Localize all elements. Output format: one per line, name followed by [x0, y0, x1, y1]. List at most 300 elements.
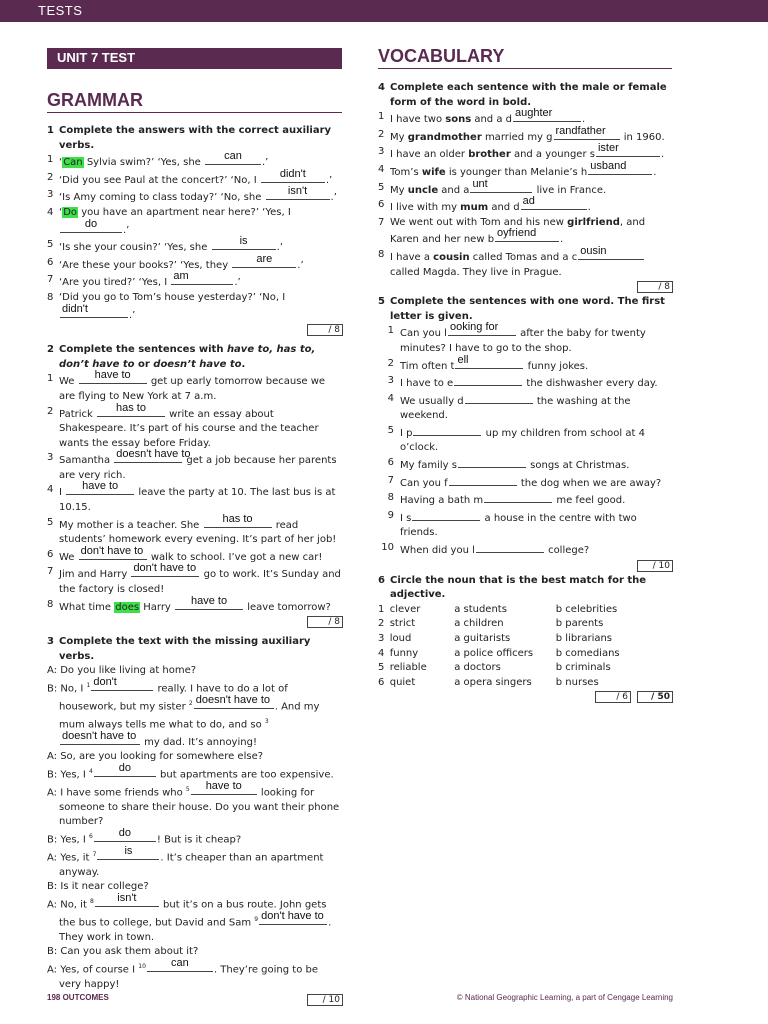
score-box-q5 [378, 560, 673, 572]
item-text: .’ [234, 277, 241, 289]
item-text: What time [59, 601, 115, 613]
item-text: ‘Are you tired?’ ‘Yes, I [59, 277, 171, 289]
answer-blank[interactable] [513, 107, 581, 122]
header-label: TESTS [38, 3, 83, 18]
answer-text: isn't [117, 892, 137, 905]
list-item [378, 392, 673, 424]
answer-text: didn't [62, 302, 88, 315]
dialogue-line: B: Is it near college? [47, 881, 149, 893]
item-number: 8 [378, 248, 385, 260]
item-text: My [390, 184, 408, 196]
item-text: I live with my [390, 202, 461, 214]
answer-text: don't have to [80, 544, 144, 557]
item-number: 1 [378, 111, 385, 123]
answer-text: doesn't have to [62, 729, 137, 742]
grammar-column [47, 124, 343, 1006]
item-text: My [390, 131, 408, 143]
answer-blank[interactable] [94, 762, 156, 777]
dialogue-line [47, 676, 343, 750]
answer-blank[interactable] [476, 541, 544, 553]
answer-text: don't have to [261, 910, 324, 923]
item-number: 1 [387, 325, 394, 337]
item-text: I have to e [400, 378, 454, 390]
list-item [378, 676, 673, 691]
option-b[interactable]: b criminals [555, 662, 611, 674]
item-number: 6 [378, 676, 385, 688]
answer-text: have to [82, 480, 119, 493]
list-item [378, 632, 673, 647]
line-text: B: Yes, I [47, 769, 90, 781]
question-number: 4 [378, 82, 385, 93]
adjective: clever [389, 603, 421, 615]
item-text: Sylvia swim?’ ‘Yes, she [83, 157, 204, 169]
item-text: Having a bath m [400, 495, 484, 507]
list-item [378, 456, 673, 474]
gap-number: 10 [138, 963, 146, 971]
unit-label: UNIT 7 TEST [57, 50, 136, 65]
list-item [378, 541, 673, 559]
dialogue-line [47, 892, 343, 945]
question-instruction: Complete the text with the missing auxiliary verbs. [59, 636, 311, 662]
item-text: I s [400, 512, 412, 524]
item-number: 2 [378, 128, 385, 140]
item-text: I p [400, 427, 413, 439]
answer-text: ooking for [449, 321, 499, 334]
item-number: 6 [387, 457, 394, 469]
line-text: . It’s cheaper than an apartment anyway. [59, 852, 324, 878]
answer-text: don't have to [133, 562, 197, 575]
bold-word: cousin [433, 251, 470, 263]
item-text: My family s [400, 460, 457, 472]
answer-blank[interactable] [60, 302, 128, 318]
score-box-q2 [47, 616, 343, 628]
score-value: / 10 [637, 560, 673, 572]
list-item [378, 617, 673, 632]
item-text: .’ [276, 242, 283, 254]
item-text: I [59, 487, 66, 499]
line-text: A: Yes, it [47, 852, 93, 864]
answer-blank[interactable] [458, 456, 526, 468]
highlighted-word: Can [63, 157, 83, 169]
answer-blank[interactable] [97, 845, 159, 860]
option-a[interactable]: a police officers [454, 647, 534, 659]
item-number: 8 [387, 492, 394, 504]
item-text: and a d [471, 114, 512, 126]
item-number: 5 [378, 662, 385, 674]
answer-blank[interactable] [578, 244, 644, 260]
bold-word: brother [468, 149, 511, 161]
answer-blank[interactable] [554, 124, 620, 140]
item-text: . [581, 114, 586, 126]
item-text: called Magda. They live in Prague. [390, 266, 562, 278]
list-item [47, 206, 343, 238]
score-value: / 8 [307, 324, 343, 336]
footer-copyright: © National Geographic Learning, a part of Cengage Learning [456, 993, 673, 1002]
answer-blank[interactable] [60, 729, 140, 745]
gap-number: 5 [185, 785, 190, 793]
score-value: / 6 [595, 691, 631, 703]
answer-blank[interactable] [175, 594, 243, 610]
item-number: 3 [387, 375, 394, 387]
question-number: 5 [378, 296, 385, 308]
answer-blank[interactable] [204, 512, 272, 528]
item-number: 3 [47, 452, 54, 464]
question-3 [47, 635, 343, 1005]
question-number: 1 [47, 125, 54, 136]
answer-blank[interactable] [448, 321, 516, 336]
item-number: 10 [381, 542, 394, 554]
item-text: I have two [390, 114, 446, 126]
option-a[interactable]: a children [454, 618, 504, 630]
item-number: 2 [387, 357, 394, 369]
item-text: ‘ [59, 157, 63, 169]
item-text: .’ [262, 157, 269, 169]
item-text: and d [488, 202, 520, 214]
item-text: and a younger s [510, 149, 595, 161]
answer-text: don't [93, 676, 117, 689]
item-number: 5 [47, 516, 54, 528]
dialogue-line [47, 827, 343, 848]
answer-text: am [173, 270, 189, 283]
item-number: 9 [387, 509, 394, 521]
bold-word: girlfriend [567, 216, 620, 228]
answer-text: is [124, 845, 133, 858]
question-number: 6 [378, 574, 385, 586]
item-number: 2 [47, 171, 54, 183]
question-instruction: . [241, 358, 246, 370]
footer-page-label: 198 OUTCOMES [47, 993, 109, 1002]
item-text: I have a [390, 251, 434, 263]
item-number: 1 [47, 373, 54, 385]
gap-number: 2 [188, 699, 193, 707]
dialogue-line: A: So, are you looking for somewhere else? [47, 751, 264, 763]
item-text: .’ [123, 224, 130, 236]
question-number: 3 [47, 636, 54, 648]
item-text: leave the party at 10. The last bus is at 10.15. [59, 487, 336, 514]
answer-blank[interactable] [194, 694, 274, 709]
answer-blank[interactable] [412, 509, 480, 521]
answer-blank[interactable] [261, 167, 325, 183]
option-b[interactable]: b librarians [555, 633, 613, 644]
answer-blank[interactable] [465, 392, 533, 404]
item-text: Can you f [400, 477, 448, 489]
list-item [378, 244, 673, 280]
item-text: read students’ homework every evening. It’s part of her job! [59, 519, 337, 546]
answer-text: have to [205, 780, 242, 793]
question-instruction: Circle the noun that is the best match for the adjective. [390, 574, 647, 601]
bold-word: mum [460, 202, 489, 214]
question-instruction: Complete the answers with the correct auxiliary verbs. [59, 125, 332, 151]
dialogue-line: B: Can you ask them about it? [47, 946, 199, 958]
vocabulary-rule [378, 68, 672, 69]
list-item [378, 353, 673, 375]
vocabulary-column [378, 81, 673, 703]
item-number: 7 [47, 274, 54, 286]
item-text: My mother is a teacher. She [59, 519, 203, 531]
item-text: ‘Did you go to Tom’s house yesterday?’ ‘No, I [59, 291, 286, 303]
item-number: 5 [387, 424, 394, 436]
list-item [47, 291, 343, 323]
answer-blank[interactable] [205, 150, 261, 165]
answer-text: ad [522, 195, 535, 208]
answer-text: is [239, 235, 248, 248]
item-text: . [653, 166, 657, 178]
item-text: funny jokes. [524, 360, 589, 372]
item-text: me feel good. [553, 495, 626, 507]
dialogue-line: A: Do you like living at home? [47, 665, 197, 677]
list-item [378, 424, 673, 456]
option-a[interactable]: a students [454, 603, 507, 615]
answer-blank[interactable] [131, 562, 199, 577]
answer-blank[interactable] [259, 910, 327, 925]
gap-number: 1 [86, 682, 91, 689]
answer-text: have to [94, 369, 131, 382]
question-instruction-italic: have to, has to, don’t have to [59, 344, 316, 370]
list-item [47, 185, 343, 206]
answer-text: didn't [279, 167, 306, 180]
item-text: get up early tomorrow because we are flying to New York at 7 a.m. [59, 376, 326, 402]
line-text: B: Yes, I [47, 834, 90, 846]
gap-number: 6 [89, 832, 93, 840]
item-number: 3 [47, 189, 54, 201]
item-text: We [59, 376, 78, 388]
option-b[interactable]: b comedians [555, 647, 620, 659]
top-header-bar [0, 0, 768, 22]
item-number: 7 [387, 474, 394, 486]
question-instruction-italic: doesn’t have to [153, 358, 242, 370]
list-item [47, 594, 343, 616]
line-text: . They’re going to be very happy! [59, 964, 319, 990]
answer-text: oyfriend [497, 227, 537, 240]
question-4 [378, 81, 673, 293]
answer-blank[interactable] [171, 270, 233, 285]
option-b[interactable]: b parents [555, 618, 604, 630]
grammar-title: GRAMMAR [47, 90, 143, 110]
item-number: 1 [47, 154, 54, 166]
score-box-q1 [47, 324, 343, 336]
list-item [378, 661, 673, 676]
dialogue-line [47, 780, 343, 830]
item-number: 5 [47, 239, 54, 251]
item-number: 6 [47, 548, 54, 560]
gap-number: 9 [254, 915, 259, 923]
item-text: Tim often t [400, 360, 455, 372]
line-text: really. I have to do a lot of housework, but my sister [59, 683, 288, 713]
answer-text: do [84, 217, 98, 230]
line-text: B: No, I [47, 683, 87, 695]
item-text: , and Karen and her new b [390, 216, 646, 246]
adjective: funny [389, 647, 419, 659]
answer-text: do [118, 762, 131, 775]
adjective: strict [389, 618, 416, 630]
gap-number: 8 [90, 898, 94, 906]
item-number: 7 [47, 566, 54, 578]
option-a[interactable]: a doctors [454, 662, 501, 674]
item-number: 4 [47, 484, 54, 496]
option-b[interactable]: b celebrities [555, 603, 618, 615]
item-number: 3 [378, 146, 385, 158]
answer-text: ousin [580, 244, 607, 257]
line-text: A: No, it [47, 899, 91, 911]
total-score: / 50 [637, 691, 673, 703]
gap-number: 7 [92, 850, 97, 858]
answer-blank[interactable] [94, 827, 156, 842]
answer-blank[interactable] [147, 957, 213, 972]
answer-blank[interactable] [454, 374, 522, 386]
question-instruction: Complete the sentences with one word. The first letter is given. [390, 296, 665, 322]
line-text: . And my mum always tells me what to do, and so [59, 701, 320, 731]
item-text: called Tomas and a c [469, 251, 578, 263]
item-number: 4 [47, 206, 54, 218]
answer-blank[interactable] [91, 676, 153, 691]
item-text: We went out with Tom and his new [390, 216, 568, 228]
score-box-q6 [378, 691, 673, 703]
line-text: A: I have some friends who [47, 787, 186, 799]
answer-text: randfather [555, 124, 606, 137]
item-text: . [587, 202, 591, 214]
answer-text: ell [457, 353, 469, 366]
item-text: is younger than Melanie’s h [445, 166, 588, 178]
item-text: go to work. It’s Sunday and the factory is closed! [59, 569, 341, 596]
answer-blank[interactable] [470, 177, 532, 193]
list-item [378, 491, 673, 509]
item-number: 2 [378, 618, 385, 630]
list-item [47, 270, 343, 291]
item-text: We usually d [400, 395, 464, 407]
answer-blank[interactable] [114, 448, 191, 463]
item-text: a house in the centre with two friends. [400, 512, 637, 539]
answer-blank[interactable] [449, 474, 517, 486]
list-item [378, 603, 673, 618]
line-text: looking for someone to share their house. Do you want their phone number? [59, 787, 340, 828]
answer-blank[interactable] [79, 369, 147, 384]
list-item [47, 480, 343, 515]
item-text: ‘ [59, 206, 63, 218]
item-number: 4 [378, 647, 385, 659]
item-text: When did you l [400, 545, 475, 557]
answer-text: aughter [514, 107, 553, 120]
answer-text: isn't [287, 185, 308, 198]
answer-blank[interactable] [596, 142, 660, 157]
vocabulary-title: VOCABULARY [378, 46, 505, 66]
item-text: in 1960. [620, 131, 665, 143]
item-number: 3 [378, 633, 385, 644]
item-text: up my children from school at 4 o’clock. [400, 427, 645, 454]
answer-text: have to [191, 594, 228, 607]
item-number: 4 [378, 163, 385, 175]
item-text: ‘Is she your cousin?’ ‘Yes, she [59, 242, 211, 254]
answer-blank[interactable] [495, 227, 559, 242]
score-value: / 10 [307, 994, 343, 1006]
line-text: but apartments are too expensive. [156, 769, 334, 781]
question-5 [378, 295, 673, 572]
item-text: college? [544, 545, 590, 557]
item-text: Harry [140, 601, 175, 613]
item-number: 6 [47, 256, 54, 268]
item-text: married my g [481, 131, 553, 143]
item-text: ‘Is Amy coming to class today?’ ‘No, she [59, 192, 265, 204]
answer-blank[interactable] [521, 195, 587, 210]
item-number: 7 [378, 216, 385, 228]
list-item [378, 509, 673, 541]
bold-word: uncle [407, 184, 439, 196]
item-text: Tom’s [390, 166, 422, 178]
answer-blank[interactable] [66, 480, 134, 495]
item-text: .’ [297, 259, 304, 271]
answer-text: ister [597, 142, 619, 155]
answer-text: has to [116, 401, 146, 414]
answer-text: doesn't have to [195, 694, 271, 707]
unit-banner [47, 48, 342, 69]
item-number: 6 [378, 199, 385, 211]
item-text: .’ [330, 192, 337, 204]
gap-number: 3 [264, 717, 269, 725]
answer-blank[interactable] [266, 185, 330, 200]
item-text: and a [438, 184, 470, 196]
item-text: We [59, 551, 78, 563]
list-item [378, 107, 673, 128]
answer-text: do [118, 827, 131, 840]
item-text: . [660, 149, 665, 161]
item-text: .’ [129, 309, 136, 321]
list-item [378, 321, 673, 356]
question-instruction: or [134, 358, 154, 370]
question-1 [47, 124, 343, 336]
adjective: quiet [389, 676, 416, 688]
answer-blank[interactable] [60, 217, 122, 233]
list-item [47, 235, 343, 256]
line-text: . They work in town. [59, 917, 332, 943]
answer-blank[interactable] [95, 892, 159, 907]
line-text: my dad. It’s annoying! [141, 736, 257, 748]
score-box-q4 [378, 281, 673, 293]
item-number: 2 [47, 405, 54, 417]
score-value: / 8 [637, 281, 673, 293]
option-a[interactable]: a guitarists [454, 633, 511, 644]
option-a[interactable]: a opera singers [454, 676, 532, 688]
answer-blank[interactable] [413, 424, 481, 436]
item-text: get a job because her parents are very rich. [59, 455, 337, 481]
dialogue-line [47, 957, 343, 993]
list-item [378, 474, 673, 492]
item-text: after the baby for twenty minutes? I have to go to the shop. [400, 328, 646, 354]
option-b[interactable]: b nurses [555, 676, 599, 688]
list-item [378, 195, 673, 216]
question-6 [378, 574, 673, 704]
item-text: the dog when we are away? [517, 477, 662, 489]
item-text: you have an apartment near here?’ ‘Yes, I [78, 206, 291, 218]
answer-text: has to [222, 512, 253, 525]
answer-blank[interactable] [212, 235, 276, 250]
adjective: loud [389, 633, 412, 644]
list-item [378, 374, 673, 392]
gap-number: 4 [89, 767, 93, 775]
question-2 [47, 343, 343, 628]
answer-blank[interactable] [588, 159, 652, 175]
question-number: 2 [47, 344, 54, 356]
item-number: 8 [47, 291, 54, 303]
answer-text: can [171, 957, 189, 970]
answer-blank[interactable] [232, 252, 296, 268]
item-text: walk to school. I’ve got a new car! [147, 551, 323, 563]
answer-blank[interactable] [455, 353, 523, 369]
answer-blank[interactable] [97, 401, 165, 417]
item-text: Samantha [59, 455, 114, 467]
list-item [378, 647, 673, 662]
answer-blank[interactable] [484, 491, 552, 503]
answer-blank[interactable] [191, 780, 257, 795]
answer-blank[interactable] [79, 544, 147, 560]
